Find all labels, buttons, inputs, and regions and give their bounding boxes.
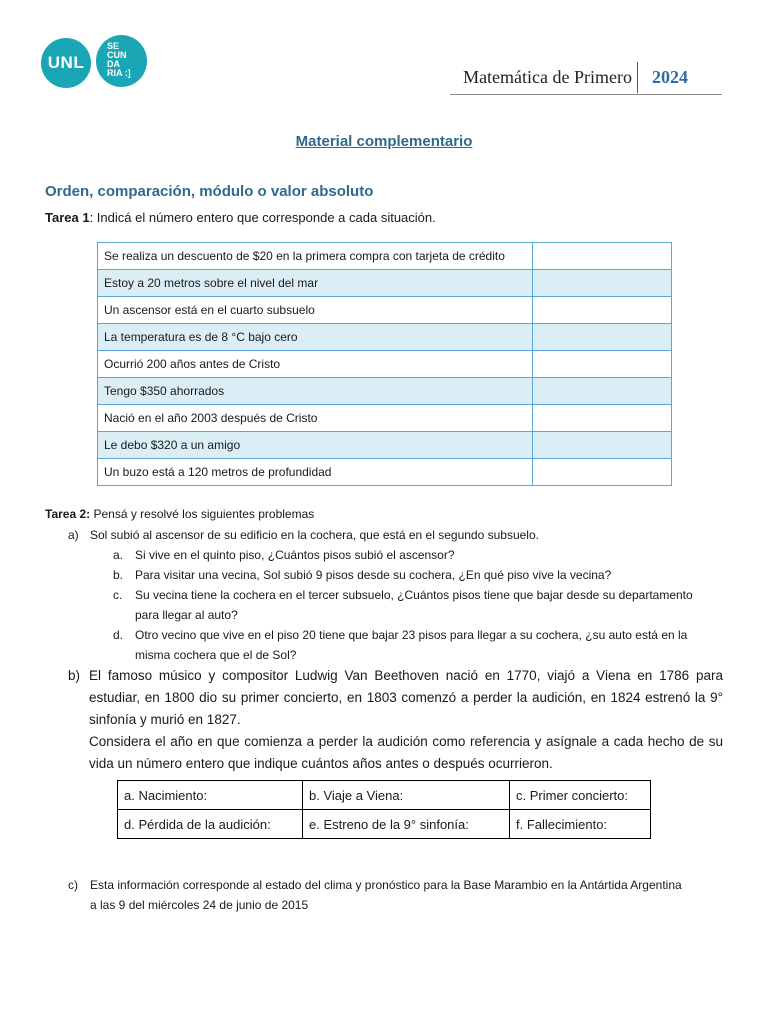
problem-b-paragraph-2: Considera el año en que comienza a perder la audición como referencia y asígnale a cada hecho de su vida un número entero que indique cuántos años antes o después ocurrieron.	[89, 734, 723, 771]
task1-instruction	[45, 210, 436, 225]
task2-instruction	[45, 507, 314, 521]
page-header	[450, 62, 722, 95]
beethoven-table	[117, 780, 651, 839]
sub-text: Su vecina tiene la cochera en el tercer subsuelo, ¿Cuántos pisos tiene que bajar desde su departamento	[135, 588, 693, 602]
unl-logo: UNL	[41, 38, 91, 88]
sub-label: c.	[113, 588, 123, 602]
task2-text: Pensá y resolvé los siguientes problemas	[90, 507, 315, 521]
task1-label: Tarea 1	[45, 210, 90, 225]
problem-c	[68, 875, 748, 915]
sub-text-cont: misma cochera que el de Sol?	[135, 648, 297, 662]
task1-text: : Indicá el número entero que corresponde a cada situación.	[89, 210, 436, 225]
table-row	[98, 324, 672, 351]
logo-line: SE	[107, 41, 120, 51]
table-row	[98, 405, 672, 432]
situation-cell: Ocurrió 200 años antes de Cristo	[98, 351, 533, 378]
header-title: Matemática de Primero	[463, 67, 632, 87]
answer-cell[interactable]	[533, 459, 672, 486]
event-cell[interactable]: a. Nacimiento:	[118, 781, 303, 810]
situation-cell: Le debo $320 a un amigo	[98, 432, 533, 459]
sub-label: d.	[113, 628, 124, 642]
subproblem-c	[113, 585, 733, 625]
situation-cell: La temperatura es de 8 °C bajo cero	[98, 324, 533, 351]
answer-cell[interactable]	[533, 378, 672, 405]
event-cell[interactable]: d. Pérdida de la audición:	[118, 810, 303, 839]
situation-cell: Un ascensor está en el cuarto subsuelo	[98, 297, 533, 324]
answer-cell[interactable]	[533, 324, 672, 351]
sub-label: a.	[113, 548, 124, 562]
answer-cell[interactable]	[533, 297, 672, 324]
task2-label: Tarea 2:	[45, 507, 91, 521]
table-row	[98, 378, 672, 405]
problem-b-paragraph-1: El famoso músico y compositor Ludwig Van Beethoven nació en 1770, viajó a Viena en 1786 para estudiar, en 1800 dio su primer concierto, en 1803 comenzó a perder la audición, en 1824 estrenó la 9° sinfonía y murió en 1827.	[89, 668, 723, 727]
event-cell[interactable]: f. Fallecimiento:	[510, 810, 651, 839]
answer-cell[interactable]	[533, 405, 672, 432]
sub-text-cont: para llegar al auto?	[135, 608, 238, 622]
answer-cell[interactable]	[533, 243, 672, 270]
situation-cell: Se realiza un descuento de $20 en la primera compra con tarjeta de crédito	[98, 243, 533, 270]
problem-c-label: c)	[68, 878, 78, 892]
header-year: 2024	[652, 67, 688, 87]
section-heading: Orden, comparación, módulo o valor absoluto	[45, 183, 374, 200]
sub-text: Si vive en el quinto piso, ¿Cuántos pisos subió el ascensor?	[135, 548, 455, 562]
problem-c-text: Esta información corresponde al estado del clima y pronóstico para la Base Marambio en la Antártida Argentina	[90, 878, 682, 892]
answer-cell[interactable]	[533, 351, 672, 378]
table-row	[98, 351, 672, 378]
table-row	[98, 297, 672, 324]
table-row	[98, 459, 672, 486]
table-row	[98, 432, 672, 459]
sub-label: b.	[113, 568, 124, 582]
subproblem-d	[113, 625, 733, 665]
logo-line: CUN	[107, 50, 127, 60]
situation-cell: Un buzo está a 120 metros de profundidad	[98, 459, 533, 486]
answer-cell[interactable]	[533, 432, 672, 459]
problem-b-label: b)	[68, 668, 81, 683]
logo-line: RIA :]	[107, 68, 131, 78]
table-row	[118, 810, 651, 839]
logo	[41, 35, 147, 89]
event-cell[interactable]: c. Primer concierto:	[510, 781, 651, 810]
sub-text: Otro vecino que vive en el piso 20 tiene que bajar 23 pisos para llegar a su cochera, ¿su auto está en la	[135, 628, 688, 642]
sub-text: Para visitar una vecina, Sol subió 9 pisos desde su cochera, ¿En qué piso vive la vecina?	[135, 568, 612, 582]
table-row	[98, 243, 672, 270]
problem-a-text: Sol subió al ascensor de su edificio en la cochera, que está en el segundo subsuelo.	[90, 528, 539, 542]
table-row	[118, 781, 651, 810]
situations-table	[97, 242, 672, 486]
problem-a-label: a)	[68, 528, 79, 542]
situation-cell: Tengo $350 ahorrados	[98, 378, 533, 405]
table-row	[98, 270, 672, 297]
logo-line: DA	[107, 59, 120, 69]
situation-cell: Estoy a 20 metros sobre el nivel del mar	[98, 270, 533, 297]
document-title: Material complementario	[295, 133, 473, 150]
problem-c-text-cont: a las 9 del miércoles 24 de junio de 2015	[90, 898, 309, 912]
answer-cell[interactable]	[533, 270, 672, 297]
event-cell[interactable]: e. Estreno de la 9° sinfonía:	[303, 810, 510, 839]
event-cell[interactable]: b. Viaje a Viena:	[303, 781, 510, 810]
situation-cell: Nació en el año 2003 después de Cristo	[98, 405, 533, 432]
header-divider	[637, 62, 638, 93]
secundaria-logo	[96, 35, 147, 87]
